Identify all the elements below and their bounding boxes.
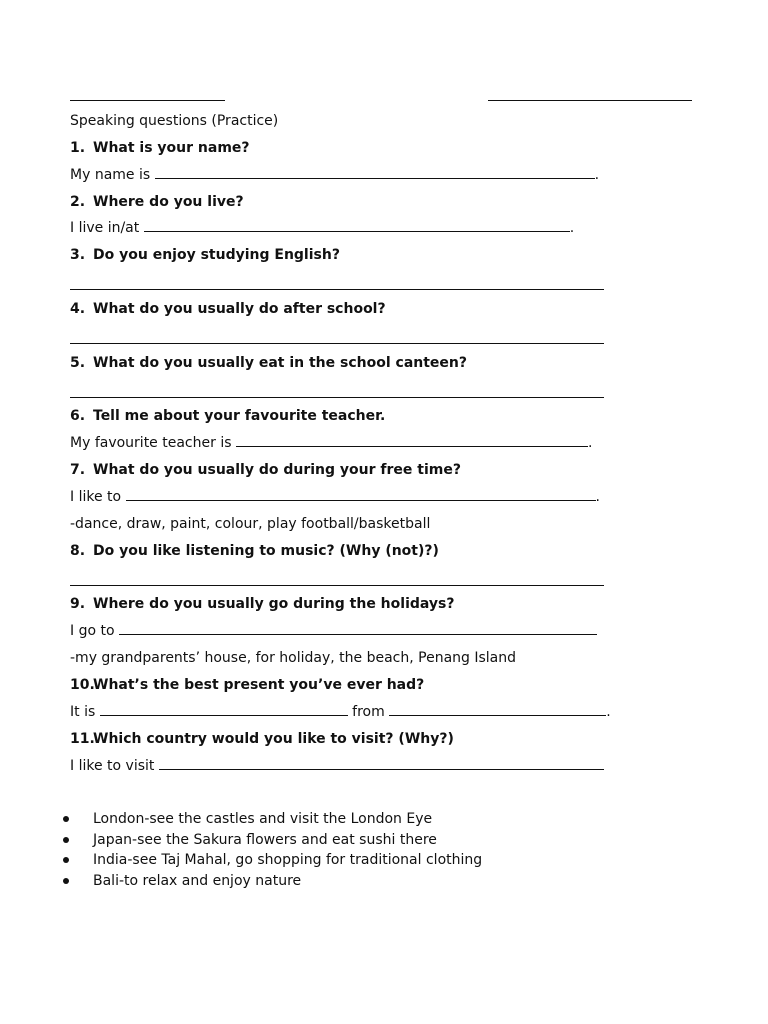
question-number: 6.	[70, 408, 86, 424]
question-text: What do you usually do during your free time?	[93, 462, 461, 478]
list-item	[60, 809, 482, 830]
answer-prompt: I live in/at	[70, 220, 140, 236]
question-5	[70, 354, 467, 372]
question-number: 11.	[70, 731, 95, 747]
list-item	[60, 830, 482, 851]
question-text: Tell me about your favourite teacher.	[93, 408, 386, 424]
question-6	[70, 407, 385, 425]
answer-end: .	[587, 435, 593, 451]
answer-prompt: I like to	[70, 489, 122, 505]
bullet-icon	[63, 857, 69, 863]
answer-mid: from	[352, 704, 385, 720]
worksheet-title: Speaking questions (Practice)	[70, 113, 279, 129]
suggestion-list	[60, 809, 482, 892]
hint-9: -my grandparents’ house, for holiday, the beach, Penang Island	[70, 650, 517, 666]
answer-blank-4[interactable]	[70, 342, 604, 344]
question-number: 2.	[70, 194, 86, 210]
question-2	[70, 193, 244, 211]
list-item	[60, 850, 482, 871]
question-text: What do you usually eat in the school canteen?	[93, 355, 468, 371]
question-7	[70, 461, 461, 479]
question-number: 4.	[70, 301, 86, 317]
question-1	[70, 139, 250, 157]
question-text: What is your name?	[93, 140, 250, 156]
answer-end: .	[594, 167, 600, 183]
answer-end: .	[569, 220, 575, 236]
question-3	[70, 246, 340, 264]
answer-end: .	[606, 704, 611, 720]
answer-prompt: My name is	[70, 167, 151, 183]
list-item	[60, 871, 482, 892]
answer-prompt: I go to	[70, 623, 115, 639]
answer-end: .	[595, 489, 600, 505]
answer-blank[interactable]	[119, 622, 597, 635]
answer-blank-5[interactable]	[70, 396, 604, 398]
list-item-text: Japan-see the Sakura flowers and eat sushi there	[93, 831, 437, 848]
list-item-text: India-see Taj Mahal, go shopping for traditional clothing	[93, 852, 483, 869]
answer-line-7	[70, 488, 600, 506]
bullet-icon	[63, 816, 69, 822]
answer-prompt: It is	[70, 704, 96, 720]
answer-blank-from[interactable]	[389, 703, 606, 716]
name-blank-line[interactable]	[70, 88, 225, 101]
question-11	[70, 730, 454, 748]
answer-blank-present[interactable]	[100, 703, 348, 716]
answer-blank[interactable]	[236, 434, 588, 447]
answer-line-9	[70, 622, 597, 640]
question-4	[70, 300, 386, 318]
list-item-text: London-see the castles and visit the London Eye	[93, 811, 433, 827]
question-number: 9.	[70, 596, 86, 612]
question-10	[70, 676, 424, 694]
question-number: 1.	[70, 140, 86, 156]
answer-line-1	[70, 166, 599, 184]
question-8	[70, 542, 439, 560]
question-text: Where do you live?	[93, 194, 244, 210]
answer-blank[interactable]	[159, 757, 604, 770]
answer-blank[interactable]	[126, 488, 596, 501]
question-text: What’s the best present you’ve ever had?	[93, 677, 425, 693]
answer-line-6	[70, 434, 592, 452]
question-number: 8.	[70, 543, 86, 559]
answer-line-11	[70, 757, 604, 775]
question-text: What do you usually do after school?	[93, 301, 386, 317]
bullet-icon	[63, 878, 69, 884]
question-text: Do you like listening to music? (Why (not)?)	[93, 543, 439, 559]
answer-blank-8[interactable]	[70, 584, 604, 586]
answer-prompt: I like to visit	[70, 758, 155, 774]
answer-line-10	[70, 703, 611, 721]
question-text: Where do you usually go during the holidays?	[93, 596, 455, 612]
question-text: Do you enjoy studying English?	[93, 247, 340, 263]
answer-blank[interactable]	[144, 219, 570, 232]
hint-7: -dance, draw, paint, colour, play football/basketball	[70, 516, 431, 532]
list-item-text: Bali-to relax and enjoy nature	[93, 873, 302, 890]
question-number: 10.	[70, 677, 95, 693]
answer-blank[interactable]	[155, 166, 595, 179]
answer-line-2	[70, 219, 574, 237]
question-9	[70, 595, 454, 613]
question-number: 5.	[70, 355, 86, 371]
question-number: 3.	[70, 247, 86, 263]
question-number: 7.	[70, 462, 86, 478]
date-blank-line[interactable]	[488, 88, 692, 101]
answer-prompt: My favourite teacher is	[70, 435, 232, 451]
bullet-icon	[63, 837, 69, 843]
answer-blank-3[interactable]	[70, 288, 604, 290]
question-text: Which country would you like to visit? (Why?)	[93, 731, 454, 747]
